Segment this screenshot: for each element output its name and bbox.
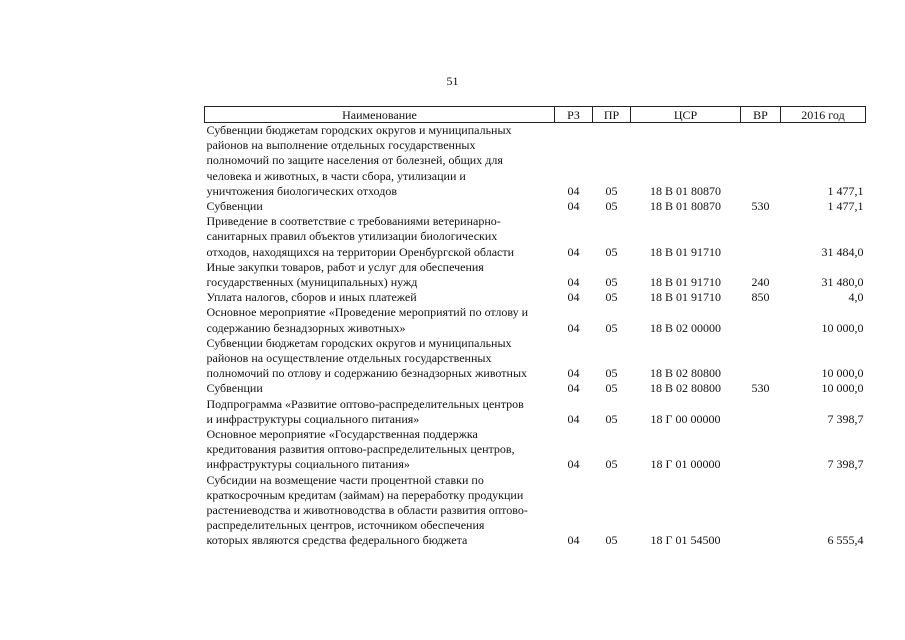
header-year: 2016 год (781, 107, 866, 123)
row-name-line: и инфраструктуры социального питания» (206, 411, 420, 426)
row-name-line: содержанию безнадзорных животных» (206, 320, 406, 335)
table-row (205, 305, 866, 335)
row-name-line: Основное мероприятие «Проведение мероприятий по отлову и (206, 305, 529, 320)
row-csr: 18 В 02 00000 (649, 320, 721, 335)
row-name (205, 260, 555, 290)
row-amount: 1 477,1 (827, 199, 864, 214)
row-amount: 31 480,0 (821, 275, 864, 290)
table-row (205, 397, 866, 427)
row-pr: 05 (605, 290, 618, 305)
row-name-line: уничтожения биологических отходов (206, 183, 397, 198)
row-csr: 18 В 01 80870 (649, 199, 721, 214)
table-body (205, 123, 866, 549)
row-name-line: полномочий по защите населения от болезней, общих для (206, 153, 503, 168)
row-name-line: районов на выполнение отдельных государственных (206, 138, 476, 153)
row-name-line: Субвенции бюджетам городских округов и муниципальных (206, 123, 512, 137)
row-vr: 530 (751, 199, 770, 214)
row-rz: 04 (567, 533, 580, 548)
row-rz: 04 (567, 381, 580, 396)
row-amount: 31 484,0 (821, 244, 864, 259)
row-name (205, 214, 555, 260)
row-rz: 04 (567, 366, 580, 381)
row-amount: 7 398,7 (827, 411, 864, 426)
row-rz: 04 (567, 244, 580, 259)
row-pr: 05 (605, 199, 618, 214)
table-row (205, 381, 866, 396)
row-name (205, 290, 555, 305)
table-row (205, 473, 866, 549)
row-name-line: отходов, находящихся на территории Оренбургской области (206, 244, 515, 259)
row-name-line: Иные закупки товаров, работ и услуг для обеспечения (206, 259, 484, 274)
row-name-line: Субвенции бюджетам городских округов и муниципальных (206, 335, 512, 350)
row-vr (741, 427, 781, 473)
row-amount: 1 477,1 (827, 183, 864, 198)
row-name-line: санитарных правил объектов утилизации биологических (206, 229, 498, 244)
budget-table (204, 106, 866, 549)
row-vr (741, 123, 781, 200)
row-name-line: которых являются средства федерального бюджета (206, 533, 468, 548)
row-rz: 04 (567, 275, 580, 290)
row-csr: 18 В 01 91710 (649, 290, 721, 305)
row-pr: 05 (605, 533, 618, 548)
row-vr: 850 (751, 290, 770, 305)
row-csr: 18 Г 01 54500 (650, 533, 721, 548)
row-name-line: распределительных центров, источником обеспечения (206, 518, 485, 533)
row-pr: 05 (605, 381, 618, 396)
row-name-line: человека и животных, в части сбора, утилизации и (206, 168, 466, 183)
table-row (205, 427, 866, 473)
row-name-line: Подпрограмма «Развитие оптово-распределительных центров (206, 396, 524, 411)
row-name-line: кредитования развития оптово-распределительных центров, (206, 442, 515, 457)
row-vr (741, 214, 781, 260)
row-name (205, 473, 555, 549)
row-name-line: полномочий по отлову и содержанию безнадзорных животных (206, 366, 528, 381)
table-row (205, 260, 866, 290)
table-row (205, 290, 866, 305)
header-vr: ВР (741, 107, 781, 123)
row-csr: 18 Г 01 00000 (650, 457, 721, 472)
header-name: Наименование (205, 107, 555, 123)
row-csr: 18 В 02 80800 (649, 366, 721, 381)
row-rz: 04 (567, 290, 580, 305)
row-name-line: Субсидии на возмещение части процентной ставки по (206, 472, 484, 487)
header-pr: ПР (593, 107, 631, 123)
header-csr: ЦСР (631, 107, 741, 123)
row-name-line: государственных (муниципальных) нужд (206, 275, 418, 290)
table-row (205, 123, 866, 200)
row-name-line: районов на осуществление отдельных государственных (206, 351, 492, 366)
row-vr: 530 (751, 381, 770, 396)
row-name-line: краткосрочным кредитам (займам) на переработку продукции (206, 487, 524, 502)
row-rz: 04 (567, 457, 580, 472)
row-pr: 05 (605, 411, 618, 426)
row-pr: 05 (605, 183, 618, 198)
row-vr (741, 336, 781, 382)
row-amount: 4,0 (848, 290, 864, 305)
row-amount: 10 000,0 (821, 366, 864, 381)
row-name-line: Субвенции (206, 381, 263, 396)
row-pr: 05 (605, 366, 618, 381)
row-rz: 04 (567, 183, 580, 198)
row-name (205, 123, 555, 200)
row-rz: 04 (567, 320, 580, 335)
row-vr (741, 473, 781, 549)
row-name (205, 427, 555, 473)
row-name-line: Уплата налогов, сборов и иных платежей (206, 290, 417, 305)
row-name-line: инфраструктуры социального питания» (206, 457, 410, 472)
row-amount: 6 555,4 (827, 533, 864, 548)
table-row (205, 214, 866, 260)
row-vr: 240 (751, 275, 770, 290)
row-vr (741, 397, 781, 427)
row-name (205, 199, 555, 214)
row-rz: 04 (567, 199, 580, 214)
row-name (205, 336, 555, 382)
row-pr: 05 (605, 320, 618, 335)
row-pr: 05 (605, 457, 618, 472)
row-name (205, 397, 555, 427)
row-name-line: Приведение в соответствие с требованиями ветеринарно- (206, 214, 501, 229)
row-name (205, 381, 555, 396)
row-name-line: Субвенции (206, 199, 263, 214)
row-amount: 7 398,7 (827, 457, 864, 472)
row-pr: 05 (605, 275, 618, 290)
row-name (205, 305, 555, 335)
row-rz: 04 (567, 411, 580, 426)
table-row (205, 336, 866, 382)
row-csr: 18 В 01 80870 (649, 183, 721, 198)
table-row (205, 199, 866, 214)
row-amount: 10 000,0 (821, 320, 864, 335)
row-pr: 05 (605, 244, 618, 259)
row-amount: 10 000,0 (821, 381, 864, 396)
table-header-row (205, 107, 866, 123)
row-vr (741, 305, 781, 335)
page-number: 51 (446, 74, 459, 88)
row-csr: 18 В 02 80800 (649, 381, 721, 396)
row-name-line: Основное мероприятие «Государственная поддержка (206, 427, 478, 442)
row-csr: 18 В 01 91710 (649, 275, 721, 290)
row-csr: 18 Г 00 00000 (650, 411, 721, 426)
row-csr: 18 В 01 91710 (649, 244, 721, 259)
header-rz: РЗ (555, 107, 593, 123)
row-name-line: растениеводства и животноводства в области развития оптово- (206, 503, 528, 518)
